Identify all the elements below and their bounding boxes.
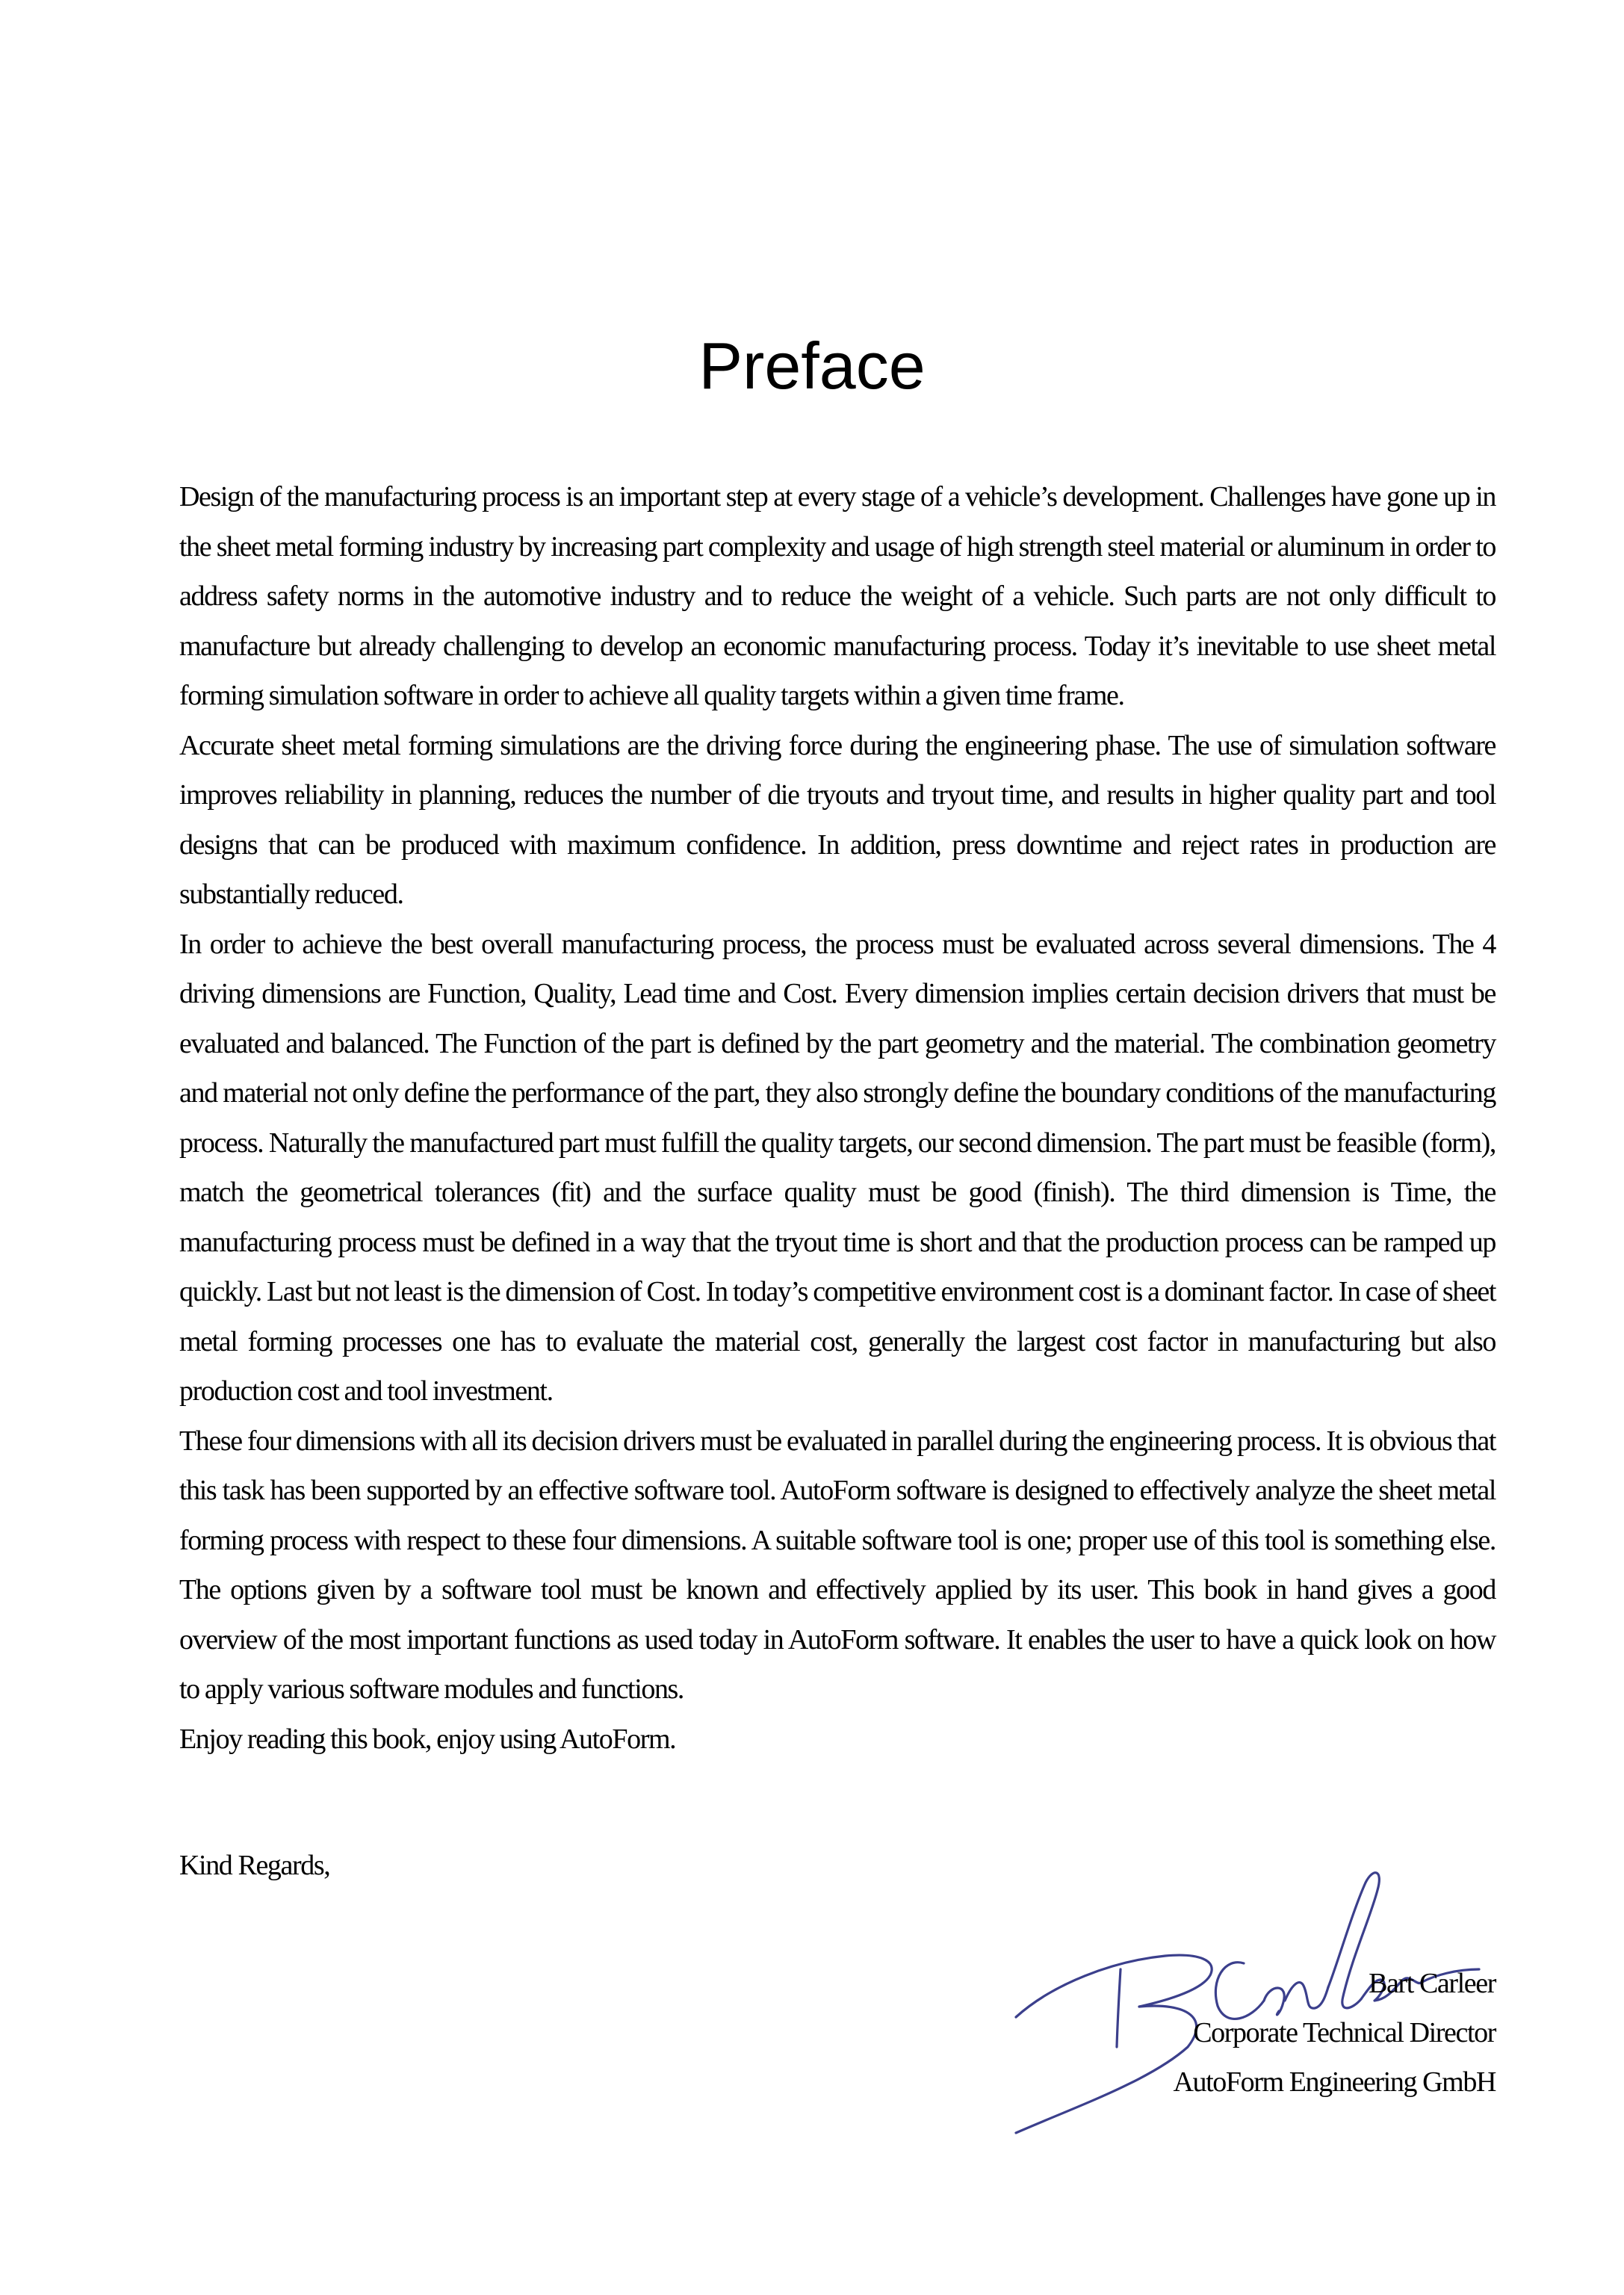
signer-name: Bart Carleer: [1369, 1968, 1496, 1999]
signer-block: [1173, 1959, 1496, 2107]
closing-salutation: Kind Regards,: [179, 1850, 330, 1881]
paragraph: Accurate sheet metal forming simulations are the driving force during the engineering phase. The use of simulation software improves reliability in planning, reduces the number of die tryouts and tryout time, and results in higher quality part and tool designs that can be produced with maximum confidence. In addition, press downtime and reject rates in production are substantially reduced.: [179, 729, 1496, 910]
body-text: [179, 472, 1496, 1764]
paragraph: In order to achieve the best overall manufacturing process, the process must be evaluated across several dimensions. The 4 driving dimensions are Function, Quality, Lead time and Cost. Every dimension implies certain decision drivers that must be evaluated and balanced. The Function of the part is defined by the part geometry and the material. The combination geometry and material not only define the performance of the part, they also strongly define the boundary conditions of the manufacturing process. Naturally the manufactured part must fulfill the quality targets, our second dimension. The part must be feasible (form), match the geometrical tolerances (fit) and the surface quality must be good (finish). The third dimension is Time, the manufacturing process must be defined in a way that the tryout time is short and that the production process can be ramped up quickly. Last but not least is the dimension of Cost. In today’s competitive environment cost is a dominant factor. In case of sheet metal forming processes one has to evaluate the material cost, generally the largest cost factor in manufacturing but also production cost and tool investment.: [179, 928, 1496, 1407]
signer-company: AutoForm Engineering GmbH: [1173, 2066, 1496, 2098]
paragraph: Enjoy reading this book, enjoy using AutoForm.: [179, 1723, 676, 1755]
paragraph: These four dimensions with all its decision drivers must be evaluated in parallel during the engineering process. It is obvious that this task has been supported by an effective software tool. AutoForm software is designed to effectively analyze the sheet metal forming process with respect to these four dimensions. A suitable software tool is one; proper use of this tool is something else. The options given by a software tool must be known and effectively applied by its user. This book in hand gives a good overview of the most important functions as used today in AutoForm software. It enables the user to have a quick look on how to apply various software modules and functions.: [179, 1425, 1496, 1705]
page-title: Preface: [698, 329, 926, 403]
signer-role: Corporate Technical Director: [1193, 2017, 1496, 2048]
paragraph: Design of the manufacturing process is an important step at every stage of a vehicle’s development. Challenges have gone up in the sheet metal forming industry by increasing part complexity and usage of high strength steel material or aluminum in order to address safety norms in the automotive industry and to reduce the weight of a vehicle. Such parts are not only difficult to manufacture but already challenging to develop an economic manufacturing process. Today it’s inevitable to use sheet metal forming simulation software in order to achieve all quality targets within a given time frame.: [179, 481, 1496, 711]
